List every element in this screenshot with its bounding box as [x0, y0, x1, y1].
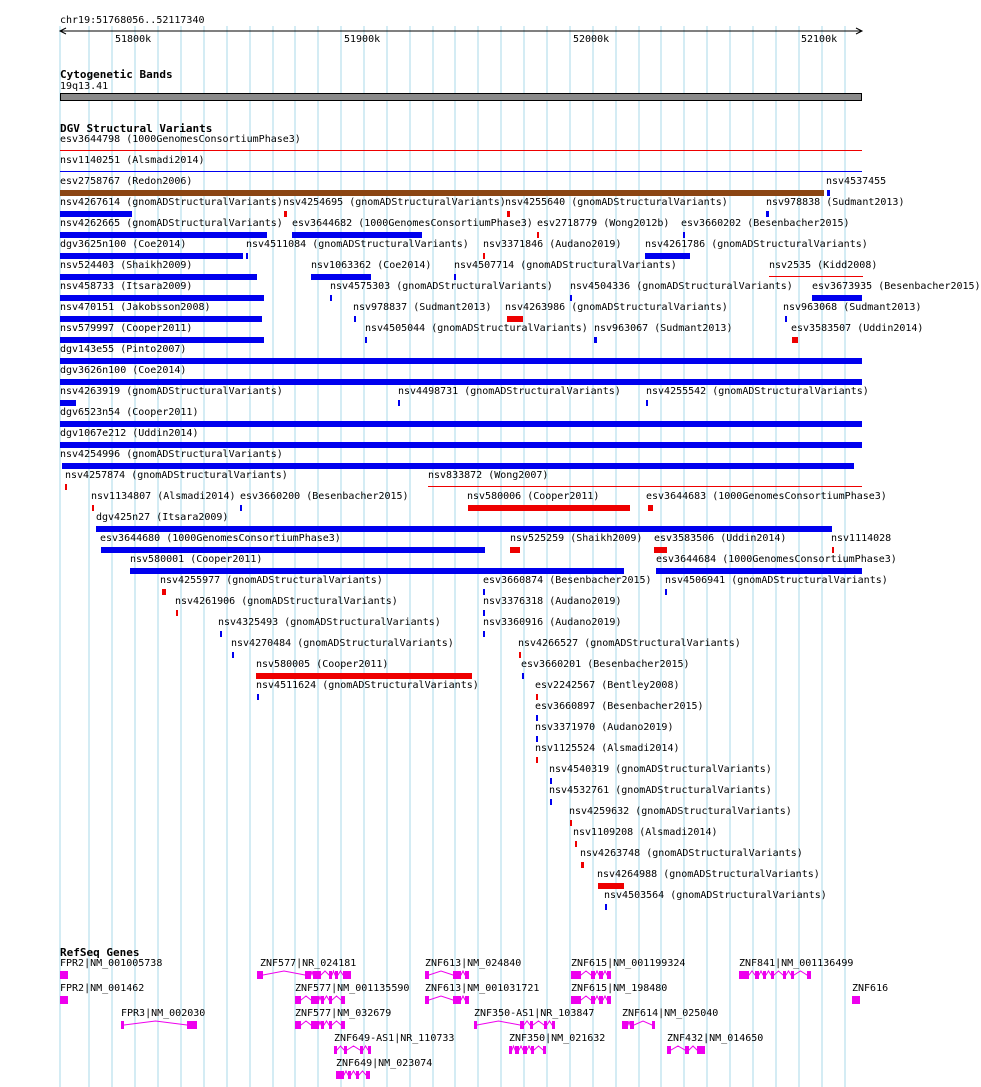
refseq-gene-label: FPR3|NM_002030	[121, 1008, 206, 1019]
gene-exon	[520, 1021, 524, 1029]
gene-exon	[783, 971, 786, 979]
refseq-gene-model[interactable]	[425, 971, 469, 979]
dgv-variant-label: nsv4261906 (gnomADStructuralVariants)	[175, 596, 398, 607]
ruler-tick-label: 52000k	[573, 34, 610, 45]
refseq-gene-model[interactable]	[336, 1071, 370, 1079]
dgv-variant-label: esv2242567 (Bentley2008)	[535, 680, 680, 691]
gene-exon	[311, 996, 319, 1004]
gene-exon	[295, 1021, 301, 1029]
gene-exon	[465, 996, 469, 1004]
dgv-variant-label: nsv4506941 (gnomADStructuralVariants)	[665, 575, 888, 586]
gene-exon	[552, 1021, 555, 1029]
gene-exon	[341, 996, 345, 1004]
refseq-gene-label: ZNF350|NM_021632	[509, 1033, 606, 1044]
dgv-variant-label: nsv4261786 (gnomADStructuralVariants)	[645, 239, 868, 250]
refseq-gene-label: ZNF614|NM_025040	[622, 1008, 719, 1019]
gene-exon	[763, 971, 766, 979]
dgv-variant-label: dgv1067e212 (Uddin2014)	[60, 428, 199, 439]
dgv-variant-label: nsv1140251 (Alsmadi2014)	[60, 155, 205, 166]
gene-exon	[571, 996, 581, 1004]
gene-exon	[543, 1046, 546, 1054]
gene-exon	[187, 1021, 197, 1029]
dgv-variant-label: nsv524403 (Shaikh2009)	[60, 260, 193, 271]
dgv-variant-label: nsv833872 (Wong2007)	[428, 470, 549, 481]
gene-exon	[329, 971, 332, 979]
gene-exon	[599, 996, 603, 1004]
dgv-variant-label: nsv4263919 (gnomADStructuralVariants)	[60, 386, 283, 397]
dgv-variant-label: nsv4511624 (gnomADStructuralVariants)	[256, 680, 479, 691]
gene-exon	[321, 1021, 324, 1029]
dgv-variant-label: esv2758767 (Redon2006)	[60, 176, 193, 187]
dgv-variant-label: nsv978838 (Sudmant2013)	[766, 197, 905, 208]
dgv-variant-label: nsv3376318 (Audano2019)	[483, 596, 622, 607]
gene-exon	[336, 1071, 344, 1079]
dgv-variant-label: esv3644684 (1000GenomesConsortiumPhase3)	[656, 554, 897, 565]
gene-exon	[341, 1021, 345, 1029]
dgv-variant-label: nsv3371970 (Audano2019)	[535, 722, 674, 733]
dgv-variant-label: nsv580006 (Cooper2011)	[467, 491, 600, 502]
refseq-gene-model[interactable]	[571, 971, 611, 979]
gene-exon	[356, 1071, 359, 1079]
cytoband-label: 19q13.41	[60, 81, 109, 92]
gene-exon	[465, 971, 469, 979]
refseq-gene-label: ZNF577|NR_024181	[260, 958, 357, 969]
gene-exon	[652, 1021, 655, 1029]
refseq-gene-model[interactable]	[60, 996, 68, 1004]
gene-exon	[591, 996, 595, 1004]
dgv-variant-label: esv3644798 (1000GenomesConsortiumPhase3)	[60, 134, 301, 145]
gene-exon	[321, 996, 324, 1004]
dgv-variant-label: nsv4263986 (gnomADStructuralVariants)	[505, 302, 728, 313]
gene-exon	[530, 1021, 533, 1029]
gene-exon	[807, 971, 811, 979]
gene-exon	[60, 971, 68, 979]
refseq-gene-label: ZNF616	[852, 983, 889, 994]
gene-exon	[607, 971, 611, 979]
refseq-gene-label: ZNF613|NM_024840	[425, 958, 522, 969]
gene-exon	[531, 1046, 534, 1054]
gene-exon	[366, 1071, 370, 1079]
dgv-variant-label: nsv4255542 (gnomADStructuralVariants)	[646, 386, 869, 397]
gene-exon	[334, 1046, 337, 1054]
dgv-variant-label: nsv580005 (Cooper2011)	[256, 659, 389, 670]
dgv-variant-label: nsv1114028	[831, 533, 892, 544]
refseq-gene-label: ZNF613|NM_001031721	[425, 983, 540, 994]
dgv-variant-label: nsv4505044 (gnomADStructuralVariants)	[365, 323, 588, 334]
dgv-variant-label: nsv4259632 (gnomADStructuralVariants)	[569, 806, 792, 817]
dgv-variant-label: nsv525259 (Shaikh2009)	[510, 533, 643, 544]
dgv-variant-label: dgv3626n100 (Coe2014)	[60, 365, 187, 376]
gene-exon	[311, 1021, 319, 1029]
gene-exon	[622, 1021, 628, 1029]
dgv-variant-label: nsv3371846 (Audano2019)	[483, 239, 622, 250]
refseq-gene-label: FPR2|NM_001005738	[60, 958, 163, 969]
gene-exon	[313, 971, 321, 979]
refseq-gene-label: ZNF649-AS1|NR_110733	[334, 1033, 455, 1044]
gene-exon	[591, 971, 595, 979]
gene-exon	[329, 996, 332, 1004]
dgv-variant-label: nsv4511084 (gnomADStructuralVariants)	[246, 239, 469, 250]
gene-exon	[121, 1021, 124, 1029]
dgv-variant-label: nsv4262665 (gnomADStructuralVariants)	[60, 218, 283, 229]
gene-exon	[474, 1021, 477, 1029]
dgv-variant-label: nsv1125524 (Alsmadi2014)	[535, 743, 680, 754]
refseq-gene-label: ZNF350-AS1|NR_103847	[474, 1008, 595, 1019]
dgv-variant-label: nsv4264988 (gnomADStructuralVariants)	[597, 869, 820, 880]
gene-exon	[368, 1046, 371, 1054]
gene-exon	[515, 1046, 519, 1054]
refseq-gene-model[interactable]	[334, 1046, 371, 1054]
refseq-gene-model[interactable]	[474, 1021, 555, 1029]
dgv-variant-label: nsv4254996 (gnomADStructuralVariants)	[60, 449, 283, 460]
dgv-variant-label: nsv4507714 (gnomADStructuralVariants)	[454, 260, 677, 271]
dgv-variant-label: nsv4254695 (gnomADStructuralVariants)	[283, 197, 506, 208]
gene-exon	[607, 996, 611, 1004]
refseq-gene-model[interactable]	[622, 1021, 655, 1029]
dgv-variant-label: nsv4325493 (gnomADStructuralVariants)	[218, 617, 441, 628]
gene-exon	[348, 1071, 351, 1079]
dgv-variant-label: nsv458733 (Itsara2009)	[60, 281, 193, 292]
dgv-variant-label: nsv580001 (Cooper2011)	[130, 554, 263, 565]
refseq-gene-label: ZNF577|NM_001135590	[295, 983, 410, 994]
dgv-variant-label: esv3660897 (Besenbacher2015)	[535, 701, 704, 712]
dgv-variant-label: esv3583506 (Uddin2014)	[654, 533, 787, 544]
dgv-variant-label: nsv4504336 (gnomADStructuralVariants)	[570, 281, 793, 292]
gene-exon	[571, 971, 581, 979]
dgv-variant-label: nsv470151 (Jakobsson2008)	[60, 302, 211, 313]
gene-exon	[685, 1046, 689, 1054]
dgv-variant-label: nsv4257874 (gnomADStructuralVariants)	[65, 470, 288, 481]
dgv-variant-label: nsv1109208 (Alsmadi2014)	[573, 827, 718, 838]
dgv-variant-label: nsv4263748 (gnomADStructuralVariants)	[580, 848, 803, 859]
dgv-variant-label: nsv3360916 (Audano2019)	[483, 617, 622, 628]
refseq-gene-label: ZNF432|NM_014650	[667, 1033, 764, 1044]
dgv-variant-label: nsv4270484 (gnomADStructuralVariants)	[231, 638, 454, 649]
ruler-tick-label: 51800k	[115, 34, 152, 45]
dgv-variant-label: nsv2535 (Kidd2008)	[769, 260, 878, 271]
refseq-gene-label: ZNF841|NM_001136499	[739, 958, 854, 969]
dgv-variant-label: nsv963068 (Sudmant2013)	[783, 302, 922, 313]
dgv-variant-label: dgv143e55 (Pinto2007)	[60, 344, 187, 355]
refseq-gene-label: ZNF615|NM_001199324	[571, 958, 686, 969]
gene-exon	[852, 996, 860, 1004]
gene-exon	[509, 1046, 512, 1054]
gene-exon	[697, 1046, 705, 1054]
gene-exon	[523, 1046, 527, 1054]
dgv-variant-label: nsv1063362 (Coe2014)	[311, 260, 432, 271]
refseq-gene-model[interactable]	[121, 1021, 197, 1029]
gene-exon	[791, 971, 794, 979]
gene-exon	[344, 1046, 347, 1054]
ruler-tick-label: 51900k	[344, 34, 381, 45]
dgv-variant-label: esv3660202 (Besenbacher2015)	[681, 218, 850, 229]
dgv-variant-label: nsv4267614 (gnomADStructuralVariants)	[60, 197, 283, 208]
gene-exon	[667, 1046, 671, 1054]
dgv-variant-label: esv3644682 (1000GenomesConsortiumPhase3)	[292, 218, 533, 229]
refseq-gene-model[interactable]	[257, 971, 351, 979]
gene-exon	[295, 996, 301, 1004]
dgv-variant-label: nsv4266527 (gnomADStructuralVariants)	[518, 638, 741, 649]
gene-exon	[739, 971, 749, 979]
gene-exon	[329, 1021, 332, 1029]
refseq-gene-model[interactable]	[667, 1046, 705, 1054]
dgv-variant-label: nsv4498731 (gnomADStructuralVariants)	[398, 386, 621, 397]
gene-exon	[599, 971, 603, 979]
refseq-track-title: RefSeq Genes	[60, 946, 140, 959]
refseq-gene-model[interactable]	[295, 996, 345, 1004]
gene-exon	[335, 971, 338, 979]
dgv-variant-label: esv3660200 (Besenbacher2015)	[240, 491, 409, 502]
refseq-gene-model[interactable]	[295, 1021, 345, 1029]
refseq-gene-model[interactable]	[60, 971, 68, 979]
dgv-variant-label: dgv425n27 (Itsara2009)	[96, 512, 229, 523]
gene-exon	[60, 996, 68, 1004]
dgv-variant-label: nsv4575303 (gnomADStructuralVariants)	[330, 281, 553, 292]
gene-exon	[425, 996, 429, 1004]
dgv-variant-label: nsv4503564 (gnomADStructuralVariants)	[604, 890, 827, 901]
dgv-variant-label: nsv963067 (Sudmant2013)	[594, 323, 733, 334]
gene-exon	[755, 971, 759, 979]
dgv-variant-label: esv3660201 (Besenbacher2015)	[521, 659, 690, 670]
gene-exon	[771, 971, 774, 979]
refseq-gene-model[interactable]	[425, 996, 469, 1004]
ruler-position: chr19:51768056..52117340	[60, 15, 205, 26]
dgv-variant-label: nsv4540319 (gnomADStructuralVariants)	[549, 764, 772, 775]
refseq-gene-label: ZNF615|NM_198480	[571, 983, 668, 994]
refseq-gene-label: ZNF577|NM_032679	[295, 1008, 392, 1019]
refseq-gene-model[interactable]	[852, 996, 860, 1004]
gene-exon	[425, 971, 429, 979]
dgv-variant-label: esv2718779 (Wong2012b)	[537, 218, 670, 229]
gene-exon	[257, 971, 263, 979]
cytobands-track-title: Cytogenetic Bands	[60, 68, 173, 81]
dgv-variant-label: esv3644683 (1000GenomesConsortiumPhase3)	[646, 491, 887, 502]
dgv-variant-label: nsv1134807 (Alsmadi2014)	[91, 491, 236, 502]
dgv-variant-label: nsv978837 (Sudmant2013)	[353, 302, 492, 313]
refseq-gene-label: FPR2|NM_001462	[60, 983, 145, 994]
gene-exon	[544, 1021, 547, 1029]
refseq-gene-model[interactable]	[571, 996, 611, 1004]
gene-exon	[453, 971, 461, 979]
refseq-gene-model[interactable]	[739, 971, 811, 979]
dgv-variant-label: esv3583507 (Uddin2014)	[791, 323, 924, 334]
dgv-variant-label: nsv579997 (Cooper2011)	[60, 323, 193, 334]
gene-exon	[453, 996, 461, 1004]
refseq-gene-model[interactable]	[509, 1046, 546, 1054]
dgv-variant-label: dgv6523n54 (Cooper2011)	[60, 407, 199, 418]
dgv-variant-label: esv3660874 (Besenbacher2015)	[483, 575, 652, 586]
refseq-gene-label: ZNF649|NM_023074	[336, 1058, 433, 1069]
dgv-variant-label: dgv3625n100 (Coe2014)	[60, 239, 187, 250]
ruler-tick-label: 52100k	[801, 34, 838, 45]
gene-exon	[343, 971, 351, 979]
dgv-variant-label: esv3673935 (Besenbacher2015)	[812, 281, 981, 292]
dgv-variant-label: nsv4532761 (gnomADStructuralVariants)	[549, 785, 772, 796]
dgv-variant-label: nsv4537455	[826, 176, 887, 187]
dgv-variant-label: nsv4255640 (gnomADStructuralVariants)	[505, 197, 728, 208]
dgv-variant-label: esv3644680 (1000GenomesConsortiumPhase3)	[100, 533, 341, 544]
dgv-variant-label: nsv4255977 (gnomADStructuralVariants)	[160, 575, 383, 586]
gene-exon	[630, 1021, 634, 1029]
gene-exon	[305, 971, 311, 979]
dgv-track-title: DGV Structural Variants	[60, 122, 213, 135]
gene-exon	[360, 1046, 363, 1054]
